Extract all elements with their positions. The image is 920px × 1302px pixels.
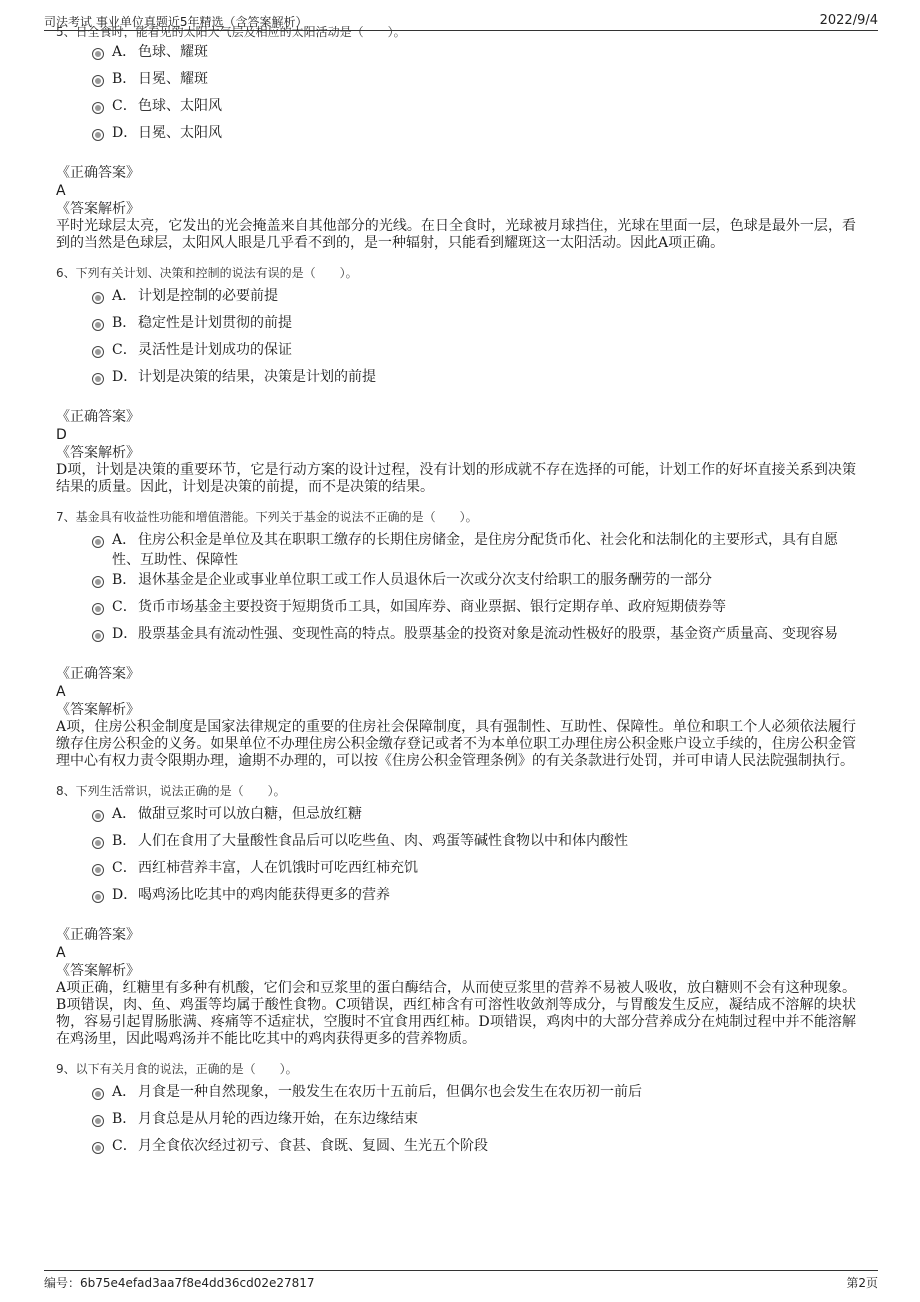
question-9 bbox=[56, 1060, 856, 1163]
document-code: 编号：6b75e4efad3aa7f8e4dd36cd02e27817 bbox=[44, 1276, 315, 1290]
radio-icon[interactable] bbox=[92, 837, 104, 849]
radio-icon[interactable] bbox=[92, 891, 104, 903]
radio-icon[interactable] bbox=[92, 75, 104, 87]
radio-icon[interactable] bbox=[92, 373, 104, 385]
question-stem: 6、下列有关计划、决策和控制的说法有误的是（ ）。 bbox=[56, 266, 358, 280]
question-stem: 5、日全食时，能看见的太阳大气层及相应的太阳活动是（ ）。 bbox=[56, 26, 406, 38]
question-stem: 9、以下有关月食的说法，正确的是（ ）。 bbox=[56, 1062, 298, 1076]
option-d[interactable]: D．股票基金具有流动性强、变现性高的特点。股票基金的投资对象是流动性极好的股票，基金资产质量高、变现容易 bbox=[92, 624, 856, 651]
option-a[interactable]: A． 做甜豆浆时可以放白糖，但忌放红糖 bbox=[92, 804, 856, 831]
option-b[interactable]: B． 稳定性是计划贯彻的前提 bbox=[92, 313, 856, 340]
option-a[interactable]: A． 色球、耀斑 bbox=[92, 42, 856, 69]
page-content bbox=[56, 26, 856, 1163]
question-7 bbox=[56, 508, 856, 770]
question-5 bbox=[56, 26, 856, 252]
option-c[interactable]: C．月全食依次经过初亏、食甚、食既、复圆、生光五个阶段 bbox=[92, 1136, 856, 1163]
option-d[interactable]: D．日冕、太阳风 bbox=[92, 123, 856, 150]
document-date: 2022/9/4 bbox=[819, 13, 878, 28]
radio-icon[interactable] bbox=[92, 630, 104, 642]
radio-icon[interactable] bbox=[92, 102, 104, 114]
analysis-text: 平时光球层太亮，它发出的光会掩盖来自其他部分的光线。在日全食时，光球被月球挡住，光球在里面一层，色球是最外一层，看到的当然是色球层，太阳风人眼是几乎看不到的，是一种辐射，只能看到耀斑这一太阳活动。因此A项正确。 bbox=[56, 218, 856, 251]
option-list bbox=[92, 1082, 856, 1163]
answer-value: A bbox=[56, 945, 66, 961]
answer-block bbox=[56, 164, 856, 252]
option-d[interactable]: D．喝鸡汤比吃其中的鸡肉能获得更多的营养 bbox=[92, 885, 856, 912]
radio-icon[interactable] bbox=[92, 603, 104, 615]
radio-icon[interactable] bbox=[92, 346, 104, 358]
radio-icon[interactable] bbox=[92, 1142, 104, 1154]
document-title: 司法考试 事业单位真题近5年精选（含答案解析） bbox=[44, 15, 308, 29]
radio-icon[interactable] bbox=[92, 536, 104, 548]
option-a[interactable]: A． 月食是一种自然现象，一般发生在农历十五前后，但偶尔也会发生在农历初一前后 bbox=[92, 1082, 856, 1109]
radio-icon[interactable] bbox=[92, 129, 104, 141]
option-d[interactable]: D．计划是决策的结果，决策是计划的前提 bbox=[92, 367, 856, 394]
analysis-label: 《答案解析》 bbox=[56, 201, 140, 217]
option-b[interactable]: B． 月食总是从月轮的西边缘开始，在东边缘结束 bbox=[92, 1109, 856, 1136]
answer-value: D bbox=[56, 427, 67, 443]
answer-label: 《正确答案》 bbox=[56, 666, 140, 682]
analysis-text: D项，计划是决策的重要环节，它是行动方案的设计过程，没有计划的形成就不存在选择的可能，计划工作的好坏直接关系到决策结果的质量。因此，计划是决策的前提，而不是决策的结果。 bbox=[56, 462, 856, 495]
option-list bbox=[92, 286, 856, 394]
analysis-label: 《答案解析》 bbox=[56, 963, 140, 979]
option-b[interactable]: B． 日冕、耀斑 bbox=[92, 69, 856, 96]
answer-block bbox=[56, 665, 856, 770]
analysis-label: 《答案解析》 bbox=[56, 445, 140, 461]
option-a[interactable]: A． 计划是控制的必要前提 bbox=[92, 286, 856, 313]
answer-block bbox=[56, 926, 856, 1048]
analysis-text: A项，住房公积金制度是国家法律规定的重要的住房社会保障制度，具有强制性、互助性、保障性。单位和职工个人必须依法履行缴存住房公积金的义务。如果单位不办理住房公积金缴存登记或者不为本单位职工办理住房公积金账户设立手续的，住房公积金管理中心有权力责令限期办理，逾期不办理的，可以按《住房公积金管理条例》的有关条款进行处罚，并可申请人民法院强制执行。 bbox=[56, 719, 856, 769]
option-c[interactable]: C．色球、太阳风 bbox=[92, 96, 856, 123]
option-c[interactable]: C．货币市场基金主要投资于短期货币工具，如国库券、商业票据、银行定期存单、政府短期债券等 bbox=[92, 597, 856, 624]
page-number: 第2页 bbox=[846, 1276, 878, 1290]
question-8 bbox=[56, 782, 856, 1048]
analysis-text: A项正确，红糖里有多种有机酸，它们会和豆浆里的蛋白酶结合，从而使豆浆里的营养不易被人吸收，放白糖则不会有这种现象。B项错误，肉、鱼、鸡蛋等均属于酸性食物。C项错误，西红柿含有可溶性收敛剂等成分，与胃酸发生反应，凝结成不溶解的块状物，容易引起胃肠胀满、疼痛等不适症状，空腹时不宜食用西红柿。D项错误，鸡肉中的大部分营养成分在炖制过程中并不能溶解在鸡汤里，因此喝鸡汤并不能比吃其中的鸡肉获得更多的营养物质。 bbox=[56, 980, 856, 1047]
radio-icon[interactable] bbox=[92, 1115, 104, 1127]
option-list bbox=[92, 530, 856, 651]
radio-icon[interactable] bbox=[92, 48, 104, 60]
option-list bbox=[92, 804, 856, 912]
analysis-label: 《答案解析》 bbox=[56, 702, 140, 718]
option-b[interactable]: B． 退休基金是企业或事业单位职工或工作人员退休后一次或分次支付给职工的服务酬劳的一部分 bbox=[92, 570, 856, 597]
question-stem: 8、下列生活常识，说法正确的是（ ）。 bbox=[56, 784, 286, 798]
radio-icon[interactable] bbox=[92, 810, 104, 822]
answer-block bbox=[56, 408, 856, 496]
radio-icon[interactable] bbox=[92, 864, 104, 876]
option-a[interactable]: A． 住房公积金是单位及其在职职工缴存的长期住房储金，是住房分配货币化、社会化和法制化的主要形式，具有自愿性、互助性、保障性 bbox=[92, 530, 856, 570]
answer-label: 《正确答案》 bbox=[56, 165, 140, 181]
radio-icon[interactable] bbox=[92, 319, 104, 331]
radio-icon[interactable] bbox=[92, 292, 104, 304]
answer-value: A bbox=[56, 684, 66, 700]
option-b[interactable]: B． 人们在食用了大量酸性食品后可以吃些鱼、肉、鸡蛋等碱性食物以中和体内酸性 bbox=[92, 831, 856, 858]
option-c[interactable]: C．西红柿营养丰富，人在饥饿时可吃西红柿充饥 bbox=[92, 858, 856, 885]
answer-label: 《正确答案》 bbox=[56, 927, 140, 943]
answer-value: A bbox=[56, 183, 66, 199]
question-6 bbox=[56, 264, 856, 496]
option-c[interactable]: C．灵活性是计划成功的保证 bbox=[92, 340, 856, 367]
question-stem: 7、基金具有收益性功能和增值潜能。下列关于基金的说法不正确的是（ ）。 bbox=[56, 510, 478, 524]
page-footer bbox=[44, 1270, 878, 1301]
answer-label: 《正确答案》 bbox=[56, 409, 140, 425]
option-list bbox=[92, 42, 856, 150]
radio-icon[interactable] bbox=[92, 1088, 104, 1100]
radio-icon[interactable] bbox=[92, 576, 104, 588]
